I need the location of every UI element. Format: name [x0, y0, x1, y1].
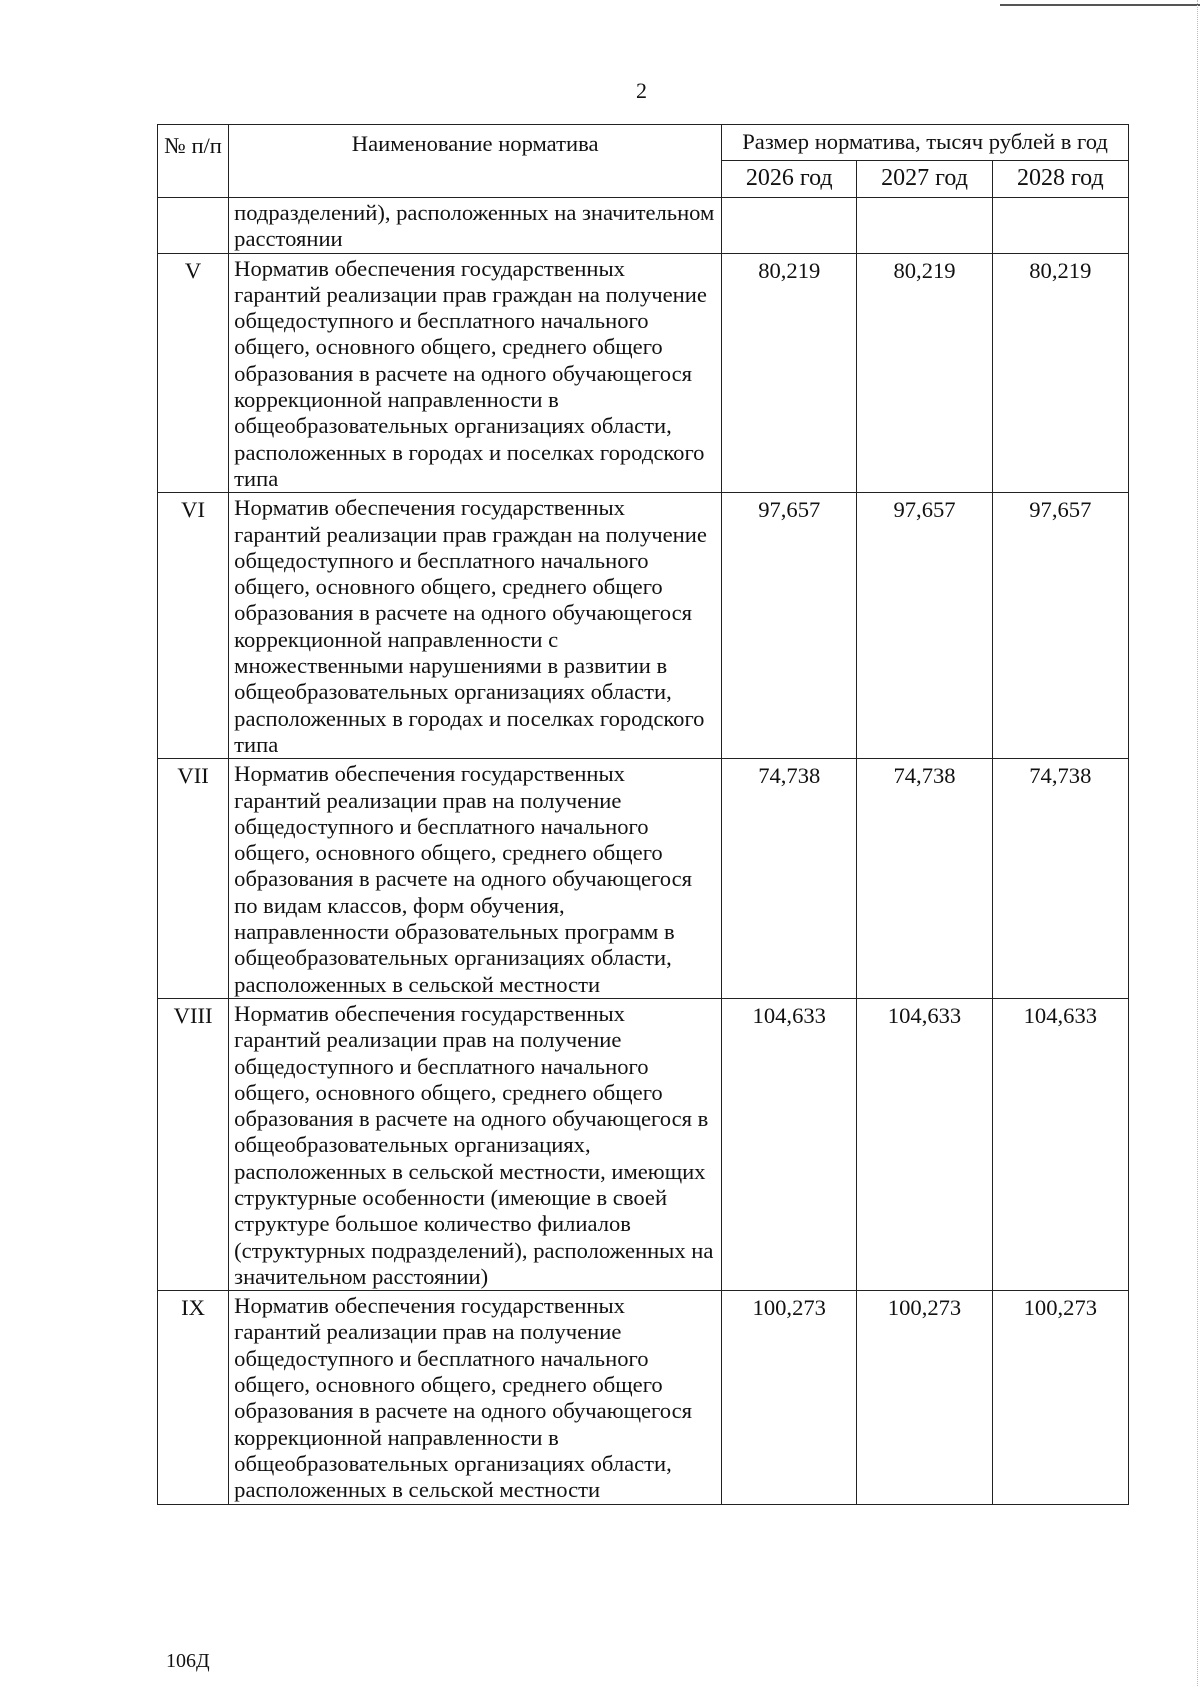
header-name: Наименование норматива [229, 125, 722, 198]
row-value-2026: 104,633 [722, 998, 857, 1290]
table-row [158, 198, 1129, 254]
row-num: V [158, 253, 229, 493]
scan-side-edge [1197, 0, 1198, 1686]
row-name: Норматив обеспечения государственных гарантий реализации прав граждан на получение общедоступного и бесплатного начального общего, основного общего, среднего общего образования в расчете на одного обучающегося коррекционной направленности в общеобразовательных организациях области, расположенных в городах и поселках городского типа [229, 253, 722, 493]
row-name: Норматив обеспечения государственных гарантий реализации прав на получение общедоступного и бесплатного начального общего, основного общего, среднего общего образования в расчете на одного обучающегося по видам классов, форм обучения, направленности образовательных программ в общеобразовательных организациях области, расположенных в сельской местности [229, 759, 722, 999]
row-num [158, 198, 229, 254]
row-num: VI [158, 493, 229, 759]
table-row [158, 493, 1129, 759]
row-value-2028: 80,219 [992, 253, 1128, 493]
row-value-2027: 104,633 [857, 998, 992, 1290]
table-row [158, 253, 1129, 493]
row-name: подразделений), расположенных на значительном расстоянии [229, 198, 722, 254]
table-row [158, 998, 1129, 1290]
row-name: Норматив обеспечения государственных гарантий реализации прав на получение общедоступного и бесплатного начального общего, основного общего, среднего общего образования в расчете на одного обучающегося коррекционной направленности в общеобразовательных организациях области, расположенных в сельской местности [229, 1291, 722, 1504]
row-num: IX [158, 1291, 229, 1504]
table-row [158, 759, 1129, 999]
table-row [158, 1291, 1129, 1504]
row-value-2028: 74,738 [992, 759, 1128, 999]
row-value-2026: 74,738 [722, 759, 857, 999]
table-header-row [158, 125, 1129, 161]
row-value-2027: 97,657 [857, 493, 992, 759]
row-value-2028: 100,273 [992, 1291, 1128, 1504]
row-name: Норматив обеспечения государственных гарантий реализации прав на получение общедоступного и бесплатного начального общего, основного общего, среднего общего образования в расчете на одного обучающегося в общеобразовательных организациях, расположенных в сельской местности, имеющих структурные особенности (имеющие в своей структуре большое количество филиалов (структурных подразделений), расположенных на значительном расстоянии) [229, 998, 722, 1290]
header-size: Размер норматива, тысяч рублей в год [722, 125, 1129, 161]
page-number: 2 [636, 78, 647, 103]
row-value-2026 [722, 198, 857, 254]
row-value-2028 [992, 198, 1128, 254]
row-value-2028: 97,657 [992, 493, 1128, 759]
row-num: VII [158, 759, 229, 999]
header-year-2026: 2026 год [722, 161, 857, 198]
scan-top-rule [1000, 4, 1200, 6]
header-year-2028: 2028 год [992, 161, 1128, 198]
normatives-table [157, 124, 1129, 1505]
row-name: Норматив обеспечения государственных гарантий реализации прав граждан на получение общедоступного и бесплатного начального общего, основного общего, среднего общего образования в расчете на одного обучающегося коррекционной направленности с множественными нарушениями в развитии в общеобразовательных организациях области, расположенных в городах и поселках городского типа [229, 493, 722, 759]
row-value-2027 [857, 198, 992, 254]
row-value-2026: 100,273 [722, 1291, 857, 1504]
row-num: VIII [158, 998, 229, 1290]
row-value-2027: 100,273 [857, 1291, 992, 1504]
row-value-2027: 74,738 [857, 759, 992, 999]
row-value-2026: 97,657 [722, 493, 857, 759]
header-year-2027: 2027 год [857, 161, 992, 198]
row-value-2026: 80,219 [722, 253, 857, 493]
row-value-2028: 104,633 [992, 998, 1128, 1290]
document-code: 106Д [166, 1650, 210, 1672]
row-value-2027: 80,219 [857, 253, 992, 493]
header-num: № п/п [158, 125, 229, 198]
